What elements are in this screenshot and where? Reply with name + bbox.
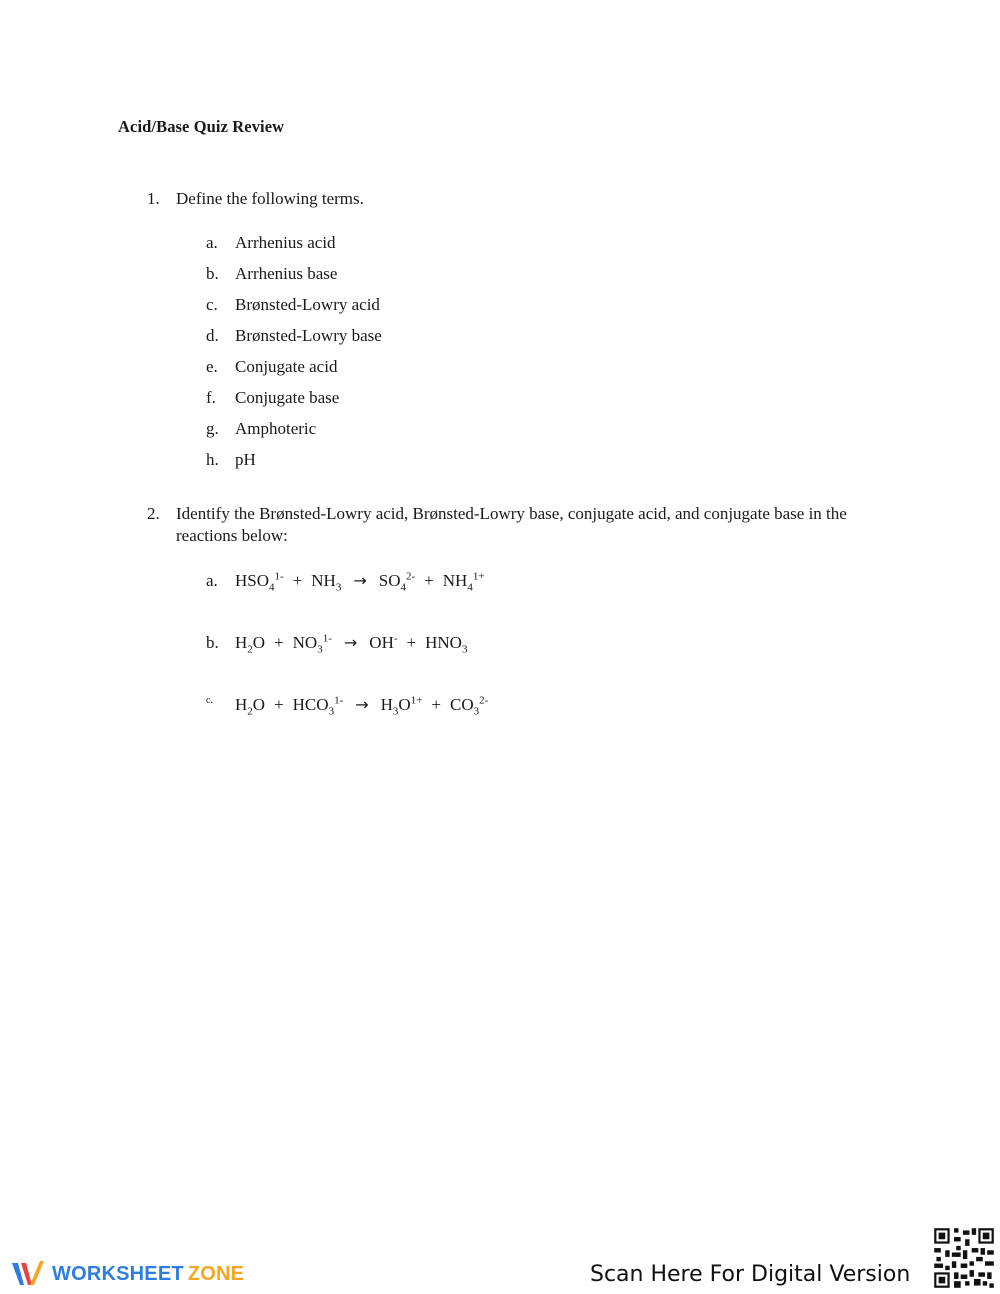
- chemical-term: $H_2O$: [235, 695, 266, 718]
- item-label: Brønsted-Lowry acid: [235, 295, 380, 314]
- scan-text: Scan Here For Digital Version: [590, 1262, 911, 1287]
- plus-sign: +: [406, 633, 417, 652]
- item-label: Arrhenius acid: [235, 233, 336, 252]
- chemical-term: $NH_4^{1+}$: [442, 570, 485, 594]
- brand-part-1: WORKSHEET: [52, 1262, 184, 1285]
- plus-sign: +: [424, 571, 434, 590]
- chemical-term: $HCO_3^{1-}$: [292, 694, 344, 718]
- item-label: Arrhenius base: [235, 264, 338, 283]
- question-number: 1.: [147, 189, 160, 208]
- brand-part-2: ZONE: [187, 1262, 245, 1285]
- worksheetzone-logo[interactable]: [10, 1258, 244, 1290]
- item-letter: g.: [206, 419, 219, 438]
- item-letter: c.: [206, 295, 218, 314]
- item-letter: f.: [206, 388, 216, 407]
- chemical-term: $HNO_3$: [425, 633, 468, 656]
- item-letter: b.: [206, 264, 219, 283]
- plus-sign: +: [292, 571, 303, 590]
- item-letter: a.: [206, 571, 218, 590]
- item-label: Amphoteric: [235, 419, 317, 438]
- item-letter: d.: [206, 326, 219, 345]
- page-title: Acid/Base Quiz Review: [118, 117, 285, 136]
- reaction-arrow-icon: →: [355, 695, 369, 714]
- reaction-equation: [235, 570, 485, 592]
- item-letter: e.: [206, 357, 218, 376]
- item-letter: h.: [206, 450, 219, 469]
- plus-sign: +: [431, 695, 442, 714]
- question-text: Define the following terms.: [176, 189, 364, 208]
- question-number: 2.: [147, 504, 160, 523]
- plus-sign: +: [274, 695, 284, 714]
- chemical-term: $H_2O$: [235, 633, 266, 656]
- chemical-term: $NH_3$: [311, 571, 342, 594]
- item-letter: c.: [206, 695, 213, 706]
- chemical-term: OH-: [369, 632, 398, 652]
- brand-name: [52, 1263, 244, 1286]
- item-letter: a.: [206, 233, 218, 252]
- item-letter: b.: [206, 633, 219, 652]
- chemical-term: $H_3O^{1+}$: [380, 694, 423, 718]
- worksheetzone-logo-icon: [10, 1259, 46, 1289]
- chemical-term: $NO_3^{1-}$: [292, 632, 332, 656]
- reaction-arrow-icon: →: [353, 571, 367, 590]
- plus-sign: +: [274, 633, 284, 652]
- item-label: Conjugate base: [235, 388, 340, 407]
- qr-code-icon[interactable]: [932, 1226, 996, 1290]
- question-text: Identify the Brønsted-Lowry acid, Brønsted-Lowry base, conjugate acid, and conjugate base in the reactions below:: [176, 504, 847, 545]
- chemical-term: $HSO_4^{1-}$: [235, 570, 284, 594]
- chemical-term: $SO_4^{2-}$: [378, 570, 416, 594]
- item-label: pH: [235, 450, 256, 469]
- item-label: Conjugate acid: [235, 357, 338, 376]
- item-label: Brønsted-Lowry base: [235, 326, 382, 345]
- reaction-equation: [235, 632, 467, 654]
- chemical-term: $CO_3^{2-}$: [450, 694, 489, 718]
- reaction-arrow-icon: →: [343, 633, 358, 652]
- reaction-equation: [235, 694, 488, 716]
